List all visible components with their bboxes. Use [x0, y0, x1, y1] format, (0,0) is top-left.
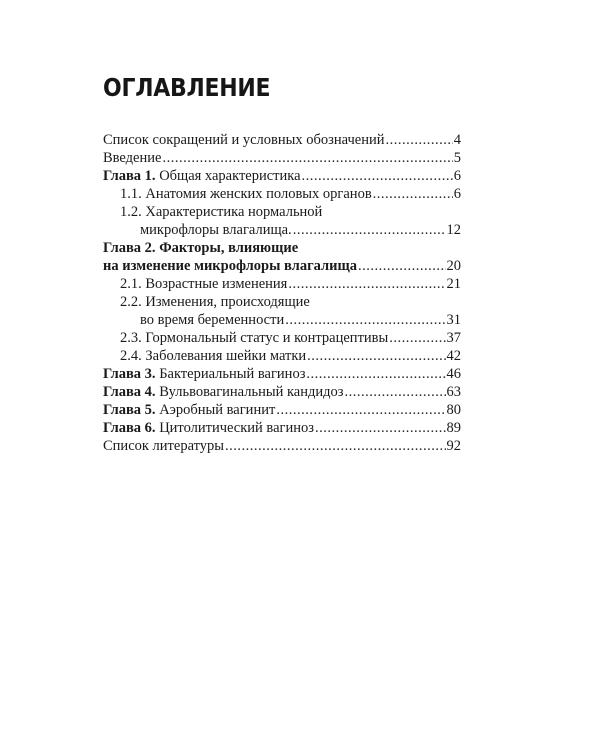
toc-leader-dots — [358, 257, 445, 275]
toc-entry-chapter-4 — [103, 383, 461, 401]
toc-entry-section-1-2 — [103, 203, 461, 221]
chapter-prefix: Глава 6. — [103, 420, 156, 436]
toc-page-number: 5 — [453, 150, 461, 166]
toc-page-number: 37 — [446, 330, 461, 346]
toc-entry-chapter-2 — [103, 239, 461, 257]
chapter-prefix: Глава 4. — [103, 384, 156, 400]
section-prefix: 2.2. — [120, 294, 142, 310]
section-prefix: 1.1. — [120, 186, 142, 202]
toc-leader-dots — [306, 365, 445, 383]
toc-entry-title: Список литературы — [103, 438, 225, 454]
page-title: ОГЛАВЛЕНИЕ — [103, 73, 271, 102]
toc-leader-dots — [307, 347, 445, 365]
toc-entry-title: Заболевания шейки матки — [145, 348, 307, 364]
toc-entry-chapter-1 — [103, 167, 461, 185]
toc-entry-title: Возрастные изменения — [145, 276, 288, 292]
toc-leader-dots — [345, 383, 446, 401]
toc-entry-title-continued: во время беременности — [140, 312, 285, 328]
toc-page-number: 31 — [446, 312, 461, 328]
chapter-prefix: Глава 1. — [103, 168, 156, 184]
toc-entry-abbreviations — [103, 131, 461, 149]
toc-entry-title: Вульвовагинальный кандидоз — [159, 384, 344, 400]
section-prefix: 1.2. — [120, 204, 142, 220]
toc-leader-dots — [373, 185, 453, 203]
section-prefix: 2.1. — [120, 276, 142, 292]
toc-leader-dots — [225, 437, 445, 455]
toc-leader-dots — [276, 401, 445, 419]
toc-entry-title: Анатомия женских половых органов — [145, 186, 372, 202]
toc-entry-title-continued: микрофлоры влагалища. — [140, 222, 292, 238]
toc-page-number: 6 — [453, 186, 461, 202]
toc-leader-dots — [285, 311, 445, 329]
toc-leader-dots — [385, 131, 452, 149]
toc-entry-title: Характеристика нормальной — [145, 204, 323, 220]
toc-entry-title-continued: на изменение микрофлоры влагалища — [103, 258, 358, 274]
toc-entry-title: Факторы, влияющие — [159, 240, 299, 256]
toc-entry-title: Общая характеристика — [159, 168, 301, 184]
toc-entry-section-2-1 — [103, 275, 461, 293]
toc-page-number: 46 — [446, 366, 461, 382]
toc-leader-dots — [315, 419, 446, 437]
toc-page-number: 20 — [446, 258, 461, 274]
chapter-prefix: Глава 5. — [103, 402, 156, 418]
toc-leader-dots — [288, 275, 445, 293]
toc-page-number: 89 — [446, 420, 461, 436]
toc-entry-title: Изменения, происходящие — [145, 294, 310, 310]
toc-entry-introduction — [103, 149, 461, 167]
section-prefix: 2.4. — [120, 348, 142, 364]
toc-page-number: 92 — [446, 438, 461, 454]
toc-entry-section-1-1 — [103, 185, 461, 203]
toc-entry-chapter-5 — [103, 401, 461, 419]
toc-leader-dots — [293, 221, 446, 239]
toc-entry-title: Цитолитический вагиноз — [159, 420, 314, 436]
toc-page-number: 4 — [453, 132, 461, 148]
toc-entry-title: Список сокращений и условных обозначений — [103, 132, 385, 148]
toc-leader-dots — [389, 329, 445, 347]
toc-leader-dots — [302, 167, 453, 185]
toc-entry-references — [103, 437, 461, 455]
toc-entry-title: Аэробный вагинит — [159, 402, 276, 418]
toc-entry-chapter-2-continued — [103, 257, 461, 275]
chapter-prefix: Глава 3. — [103, 366, 156, 382]
toc-entry-section-2-2 — [103, 293, 461, 311]
toc-entry-section-1-2-continued — [103, 221, 461, 239]
toc-entry-title: Бактериальный вагиноз — [159, 366, 306, 382]
toc-entry-section-2-2-continued — [103, 311, 461, 329]
section-prefix: 2.3. — [120, 330, 142, 346]
toc-entry-chapter-3 — [103, 365, 461, 383]
toc-page-number: 12 — [446, 222, 461, 238]
toc-entry-title: Гормональный статус и контрацептивы — [145, 330, 389, 346]
toc-page-number: 80 — [446, 402, 461, 418]
toc-page-number: 6 — [453, 168, 461, 184]
toc-page-number: 42 — [446, 348, 461, 364]
toc-entry-section-2-4 — [103, 347, 461, 365]
toc-page-number: 21 — [446, 276, 461, 292]
toc-entry-title: Введение — [103, 150, 162, 166]
table-of-contents — [103, 131, 461, 455]
toc-entry-chapter-6 — [103, 419, 461, 437]
toc-page-number: 63 — [446, 384, 461, 400]
chapter-prefix: Глава 2. — [103, 240, 156, 256]
toc-entry-section-2-3 — [103, 329, 461, 347]
toc-leader-dots — [162, 149, 452, 167]
